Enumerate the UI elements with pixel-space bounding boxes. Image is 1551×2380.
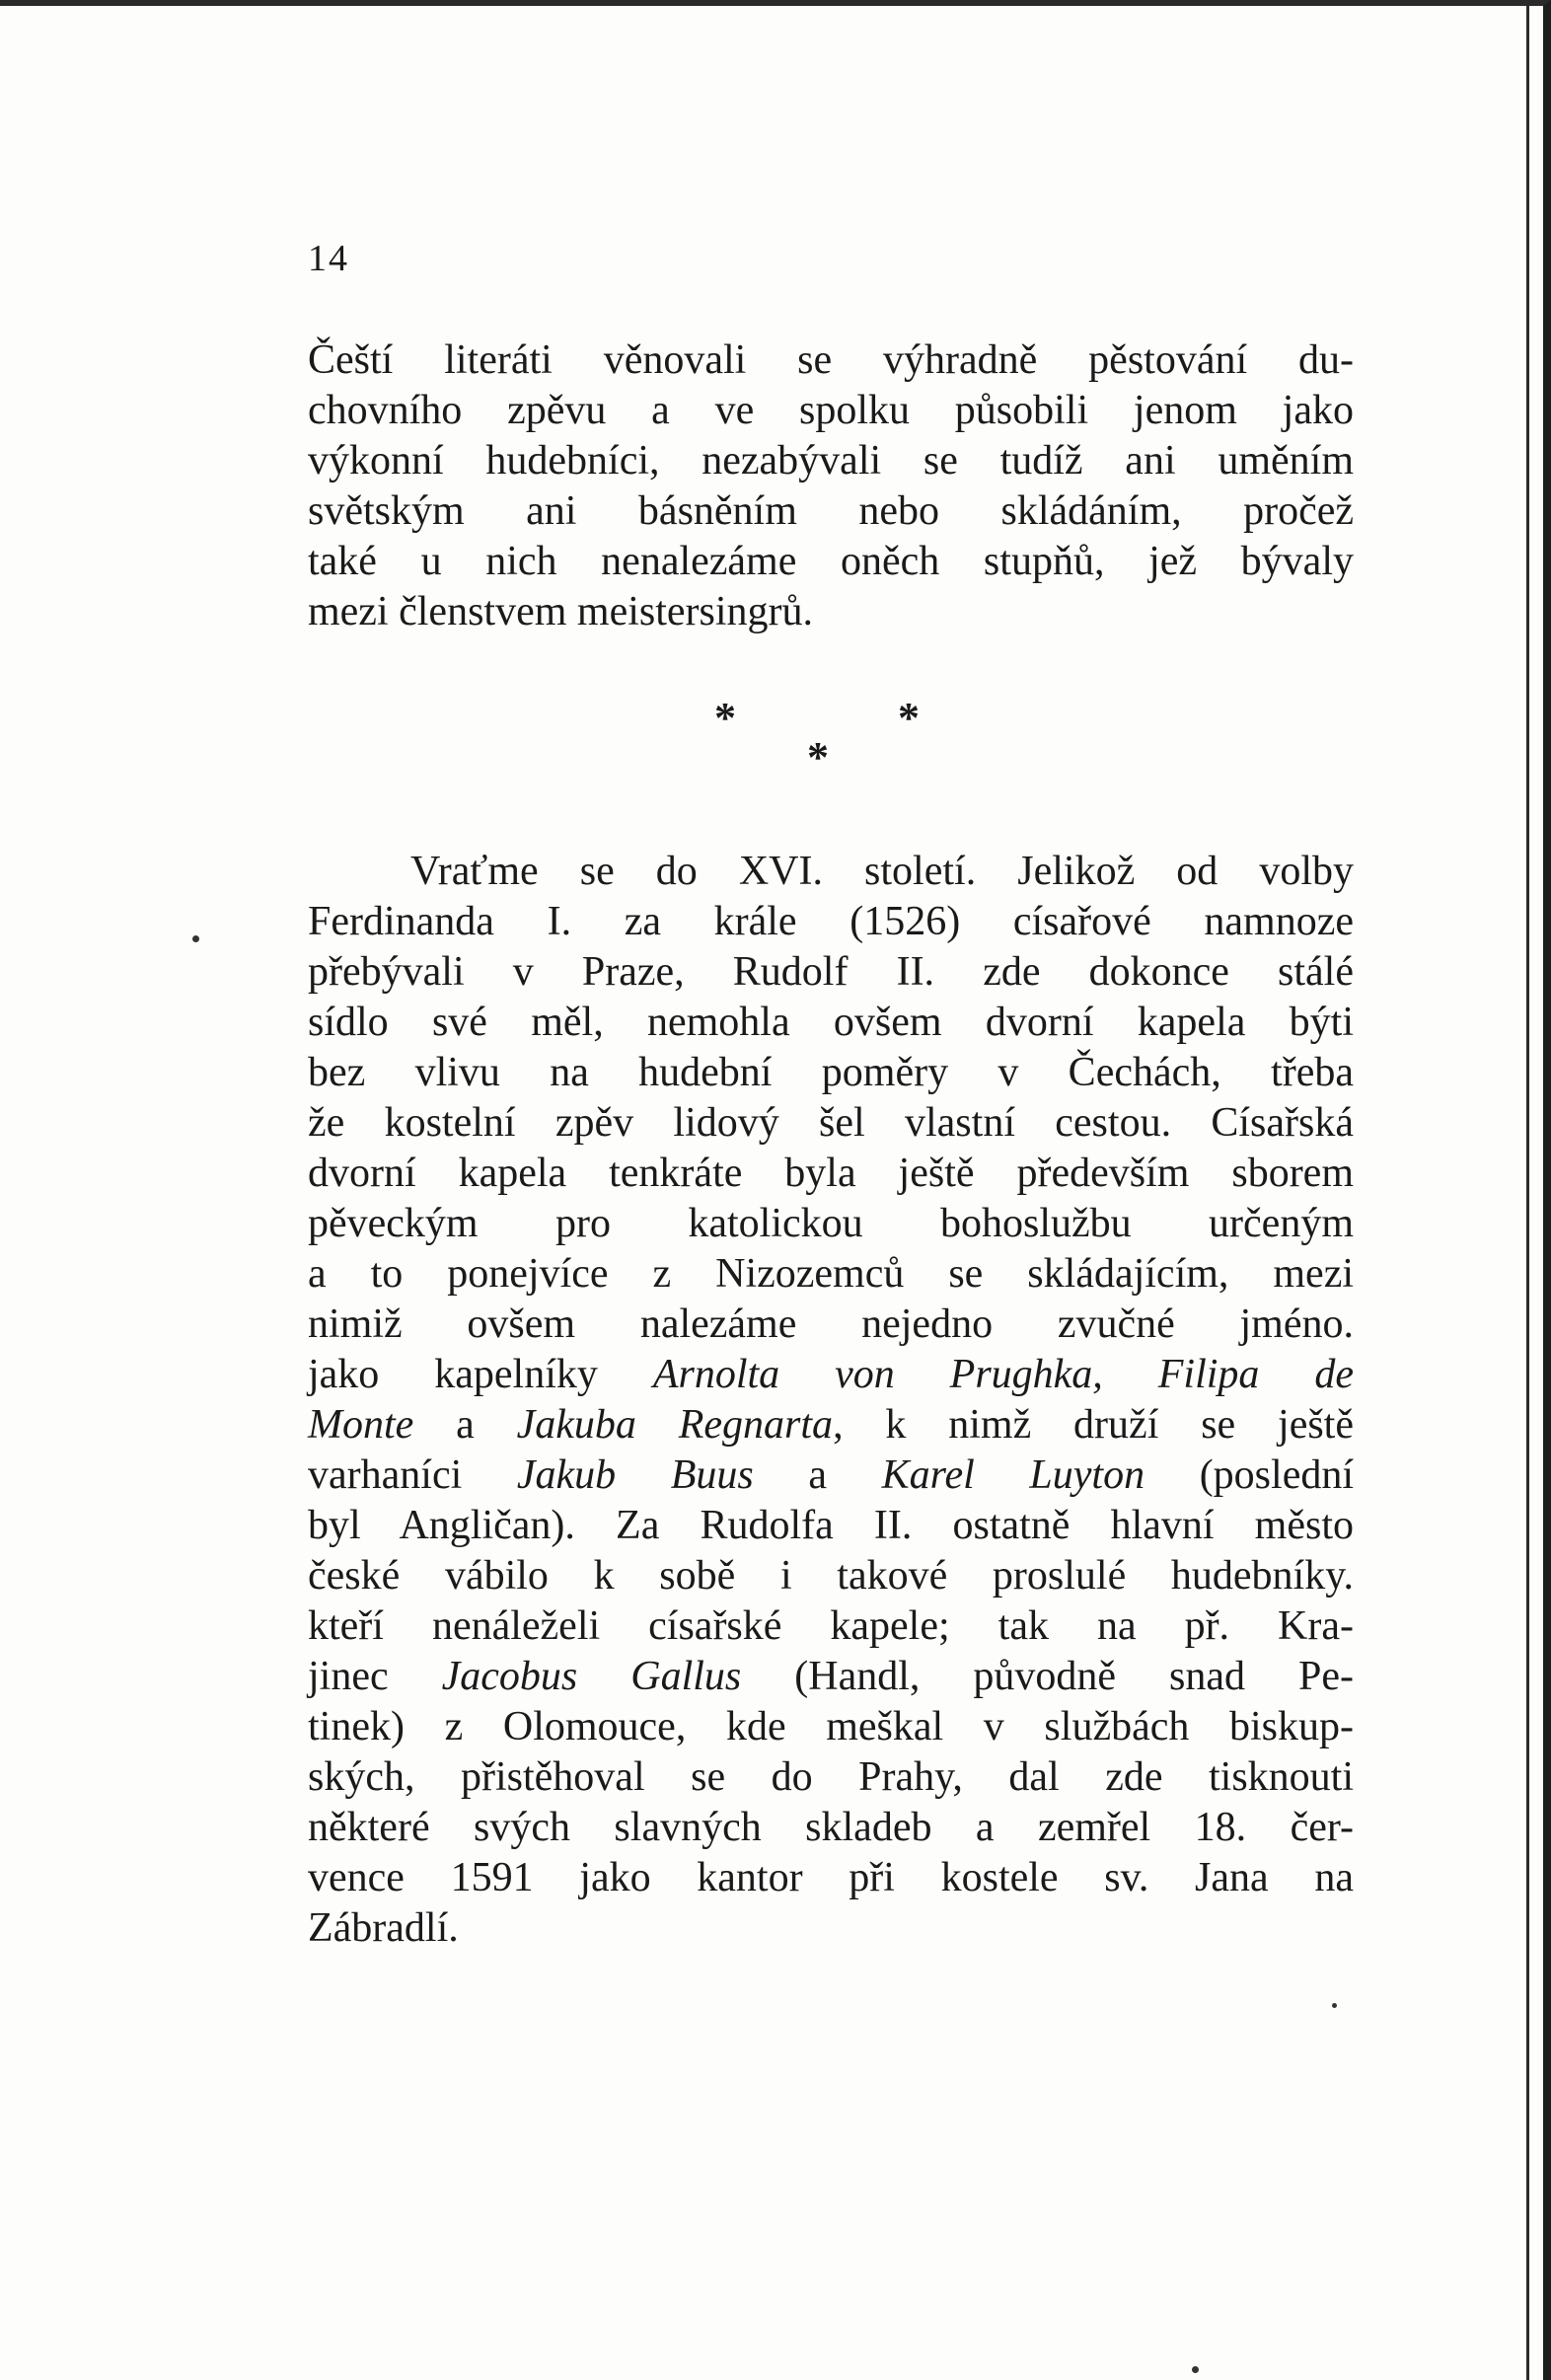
text-line: Ferdinanda I. za krále (1526) císařové namnoze xyxy=(308,899,1354,944)
asterisk-icon: * xyxy=(714,694,736,742)
text-line: dvorní kapela tenkráte byla ještě především sborem xyxy=(308,1151,1354,1196)
print-speck xyxy=(1332,2003,1337,2008)
text-line: mezi členstvem meistersingrů. xyxy=(308,589,814,634)
text-segment: (Handl, původně snad Pe- xyxy=(741,1654,1354,1699)
text-line: a to ponejvíce z Nizozemců se skládajícím, mezi xyxy=(308,1251,1354,1297)
text-line: kteří nenáleželi císařské kapele; tak na př. Kra- xyxy=(308,1603,1354,1649)
text-segment: a xyxy=(413,1402,517,1448)
text-line: výkonní hudebníci, nezabývali se tudíž ani uměním xyxy=(308,438,1354,483)
text-line xyxy=(308,1450,1354,1501)
text-segment: jako kapelníky xyxy=(308,1352,653,1397)
text-line: české vábilo k sobě i takové proslulé hudebníky. xyxy=(308,1553,1354,1599)
text-line: bez vlivu na hudební poměry v Čechách, třeba xyxy=(308,1050,1354,1095)
text-line: nimiž ovšem nalezáme nejedno zvučné jméno. xyxy=(308,1302,1354,1347)
text-line: vence 1591 jako kantor při kostele sv. Jana na xyxy=(308,1855,1354,1900)
print-speck xyxy=(192,935,199,942)
text-line: Čeští literáti věnovali se výhradně pěstování du- xyxy=(308,337,1354,383)
italic-name: Monte xyxy=(308,1402,414,1448)
text-line xyxy=(308,1400,1354,1450)
text-line: přebývali v Praze, Rudolf II. zde dokonce stálé xyxy=(308,949,1354,995)
text-line: chovního zpěvu a ve spolku působili jenom jako xyxy=(308,388,1354,433)
text-line: tinek) z Olomouce, kde meškal v službách biskup- xyxy=(308,1704,1354,1749)
asterisk-icon: * xyxy=(807,733,829,781)
italic-name: Karel Luyton xyxy=(881,1452,1145,1498)
text-line: byl Angličan). Za Rudolfa II. ostatně hlavní město xyxy=(308,1503,1354,1548)
text-line: že kostelní zpěv lidový šel vlastní cestou. Císařská xyxy=(308,1100,1354,1146)
italic-name: Arnolta von Prughka, Filipa de xyxy=(652,1352,1354,1397)
text-line: sídlo své měl, nemohla ovšem dvorní kapela býti xyxy=(308,1000,1354,1045)
text-segment: varhaníci xyxy=(308,1452,517,1498)
print-speck xyxy=(1192,2366,1199,2373)
paragraph-2 xyxy=(308,847,1354,1954)
text-line xyxy=(308,1350,1354,1400)
text-line: také u nich nenalezáme oněch stupňů, jež bývaly xyxy=(308,539,1354,584)
text-segment: a xyxy=(753,1452,882,1498)
text-segment: (poslední xyxy=(1145,1452,1355,1498)
text-segment: , k nimž druží se ještě xyxy=(833,1402,1354,1448)
text-line: ských, přistěhoval se do Prahy, dal zde tisknouti xyxy=(308,1754,1354,1800)
text-line: pěveckým pro katolickou bohoslužbu určeným xyxy=(308,1201,1354,1246)
italic-name: Jacobus Gallus xyxy=(441,1654,742,1699)
text-line: Zábradlí. xyxy=(308,1905,459,1951)
text-line xyxy=(308,1652,1354,1702)
asterism-separator xyxy=(691,693,947,781)
page-edge-line xyxy=(1526,0,1529,2380)
text-line: světským ani básněním nebo skládáním, pročež xyxy=(308,488,1354,534)
text-segment: jinec xyxy=(308,1654,442,1699)
italic-name: Jakub Buus xyxy=(516,1452,754,1498)
paragraph-1 xyxy=(308,335,1354,637)
text-line: některé svých slavných skladeb a zemřel 18. čer- xyxy=(308,1805,1354,1850)
asterisk-icon: * xyxy=(898,694,920,742)
italic-name: Jakuba Regnarta xyxy=(516,1402,834,1448)
text-line: Vraťme se do XVI. století. Jelikož od volby xyxy=(410,849,1354,894)
page-number: 14 xyxy=(308,238,349,279)
